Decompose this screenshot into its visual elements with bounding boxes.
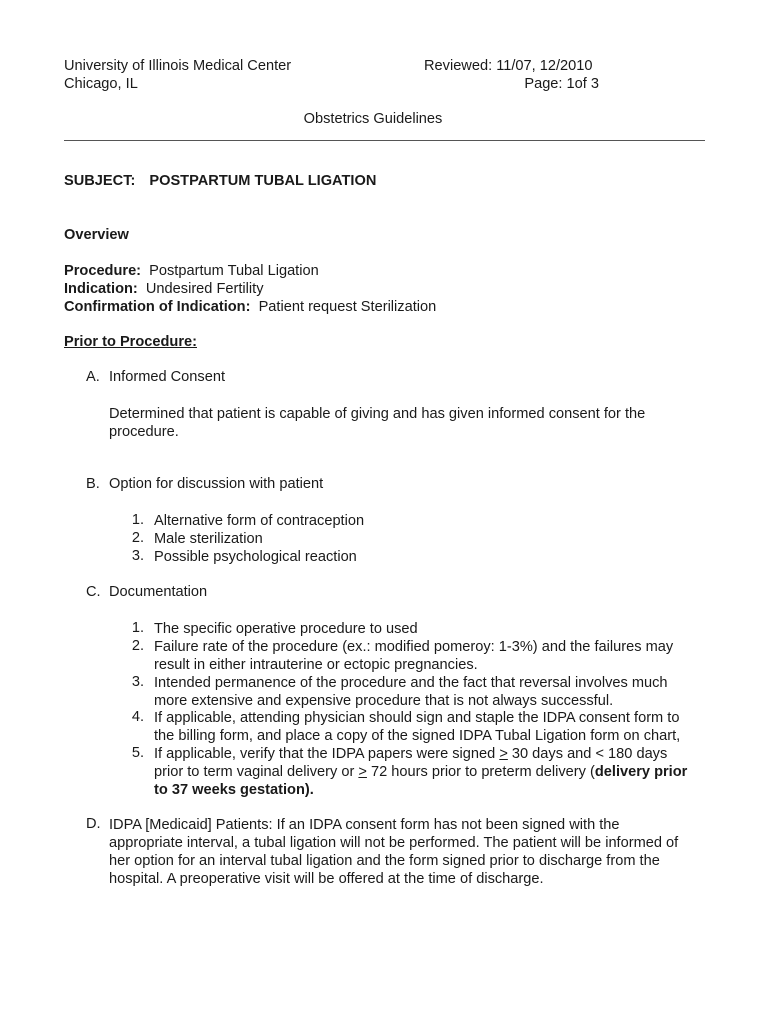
- section-d-line: her option for an interval tubal ligation and the form signed prior to discharge from the: [109, 853, 660, 869]
- header-left: [64, 57, 291, 93]
- list-item-line: result in either intrauterine or ectopic pregnancies.: [154, 657, 478, 673]
- confirmation-label: Confirmation of Indication:: [64, 299, 251, 315]
- greater-equal-symbol: >: [499, 746, 508, 762]
- section-b-letter: B.: [86, 476, 100, 492]
- section-b-title: Option for discussion with patient: [109, 476, 324, 492]
- subject-value: POSTPARTUM TUBAL LIGATION: [149, 173, 377, 189]
- text-run: 30 days and < 180 days: [507, 746, 668, 762]
- section-d-line: appropriate interval, a tubal ligation will not be performed. The patient will be informed of: [109, 835, 679, 851]
- confirmation-line: [64, 298, 436, 316]
- section-a-title: Informed Consent: [109, 369, 226, 385]
- text-run: 72 hours prior to preterm delivery (: [366, 764, 595, 780]
- list-item-number: 3.: [131, 674, 144, 690]
- text-run: prior to term vaginal delivery or: [154, 764, 359, 780]
- procedure-line: [64, 262, 436, 280]
- header-right: [424, 57, 599, 93]
- department-title-text: Obstetrics Guidelines: [303, 111, 443, 127]
- list-item-text: [154, 638, 673, 674]
- list-item-number: 3.: [131, 548, 144, 564]
- indication-line: [64, 280, 436, 298]
- section-d-body: [109, 816, 678, 888]
- list-item-text: Possible psychological reaction: [154, 549, 357, 565]
- list-item-line: more extensive and expensive procedure that is not always successful.: [154, 693, 614, 709]
- overview-facts: [64, 262, 436, 316]
- list-item-number: 4.: [131, 709, 144, 725]
- text-run: If applicable, verify that the IDPA papers were signed: [154, 746, 500, 762]
- list-item-text: Alternative form of contraception: [154, 513, 365, 529]
- section-d-line: IDPA [Medicaid] Patients: If an IDPA consent form has not been signed with the: [109, 817, 620, 833]
- list-item-text: Male sterilization: [154, 531, 263, 547]
- subject-line: [64, 173, 376, 189]
- header-divider: [64, 140, 705, 141]
- list-item-line: Failure rate of the procedure (ex.: modified pomeroy: 1-3%) and the failures may: [154, 639, 674, 655]
- section-a-letter: A.: [86, 369, 100, 385]
- list-item-line: If applicable, attending physician should sign and staple the IDPA consent form to: [154, 710, 680, 726]
- indication-value: Undesired Fertility: [145, 281, 264, 297]
- subject-label: SUBJECT:: [64, 173, 136, 189]
- list-item-number: 5.: [131, 745, 144, 761]
- section-d-letter: D.: [86, 816, 101, 832]
- page-number: Page: 1of 3: [524, 76, 599, 92]
- list-item-line: [154, 763, 687, 781]
- section-a-body: [109, 405, 645, 441]
- section-c-letter: C.: [86, 584, 101, 600]
- list-item-number: 2.: [131, 530, 144, 546]
- list-item-line: [154, 745, 687, 763]
- procedure-value: Postpartum Tubal Ligation: [149, 263, 319, 279]
- list-item-line: Intended permanence of the procedure and the fact that reversal involves much: [154, 675, 668, 691]
- institution-location: Chicago, IL: [64, 76, 138, 92]
- department-title: [0, 111, 770, 127]
- overview-heading: Overview: [64, 227, 129, 243]
- list-item-number: 2.: [131, 638, 144, 654]
- greater-equal-symbol: >: [358, 764, 367, 780]
- procedure-label: Procedure:: [64, 263, 142, 279]
- indication-label: Indication:: [64, 281, 138, 297]
- list-item-line: [154, 781, 687, 799]
- section-d-line: hospital. A preoperative visit will be offered at the time of discharge.: [109, 871, 544, 887]
- confirmation-value: Patient request Sterilization: [258, 299, 437, 315]
- section-a-body-line: procedure.: [109, 424, 179, 440]
- prior-to-procedure-heading: Prior to Procedure:: [64, 334, 197, 350]
- section-a-body-line: Determined that patient is capable of giving and has given informed consent for the: [109, 406, 646, 422]
- list-item-number: 1.: [131, 620, 144, 636]
- list-item-number: 1.: [131, 512, 144, 528]
- list-item-text: [154, 709, 680, 745]
- list-item-text: [154, 674, 668, 710]
- section-c-title: Documentation: [109, 584, 208, 600]
- reviewed-date: Reviewed: 11/07, 12/2010: [424, 58, 593, 74]
- list-item-text: The specific operative procedure to used: [154, 621, 418, 637]
- bold-text-run: to 37 weeks gestation).: [154, 782, 314, 798]
- list-item-text: [154, 745, 687, 799]
- list-item-line: the billing form, and place a copy of the signed IDPA Tubal Ligation form on chart,: [154, 728, 681, 744]
- institution-name: University of Illinois Medical Center: [64, 58, 292, 74]
- bold-text-run: delivery prior: [594, 764, 688, 780]
